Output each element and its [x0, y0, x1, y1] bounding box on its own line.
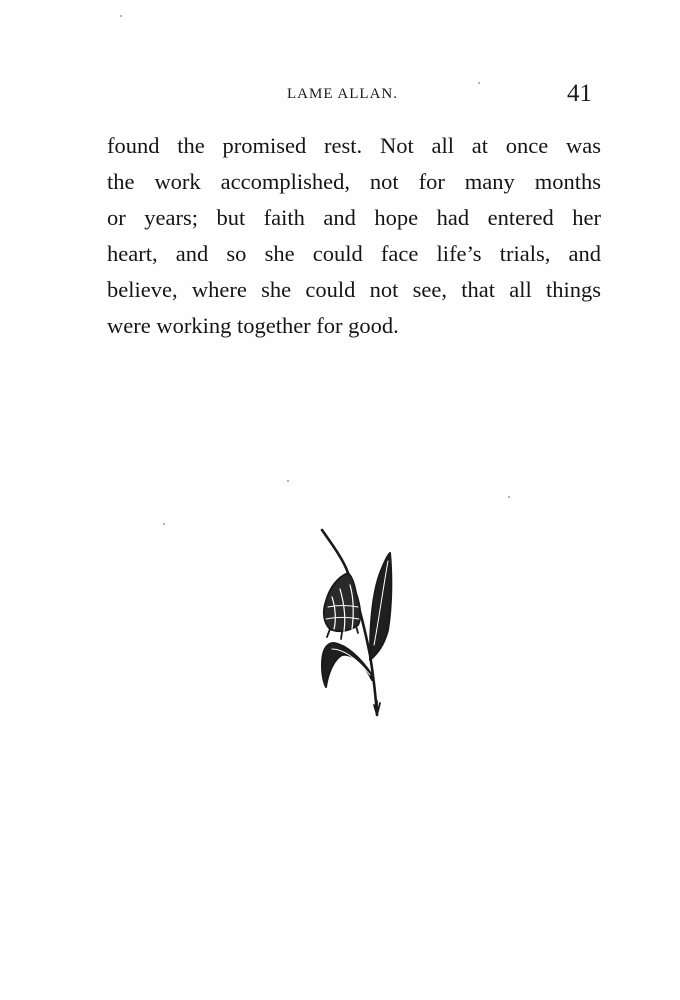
text-line: found the promised rest. Not all at once was: [107, 133, 601, 158]
text-line: heart, and so she could face life’s trials, and: [107, 241, 601, 266]
text-line: were working together for good.: [107, 313, 399, 338]
text-line: the work accomplished, not for many months: [107, 169, 601, 194]
paper-speck: [120, 15, 122, 17]
body-paragraph: [107, 128, 601, 344]
paper-speck: [163, 523, 165, 525]
fritillary-flower-icon: [312, 525, 396, 720]
page-number: 41: [567, 80, 592, 107]
running-head: LAME ALLAN.: [287, 86, 398, 102]
text-line: or years; but faith and hope had entered her: [107, 205, 601, 230]
text-line: believe, where she could not see, that all things: [107, 277, 601, 302]
paper-speck: [508, 496, 510, 498]
paper-speck: [287, 480, 289, 482]
paper-speck: [478, 82, 480, 84]
